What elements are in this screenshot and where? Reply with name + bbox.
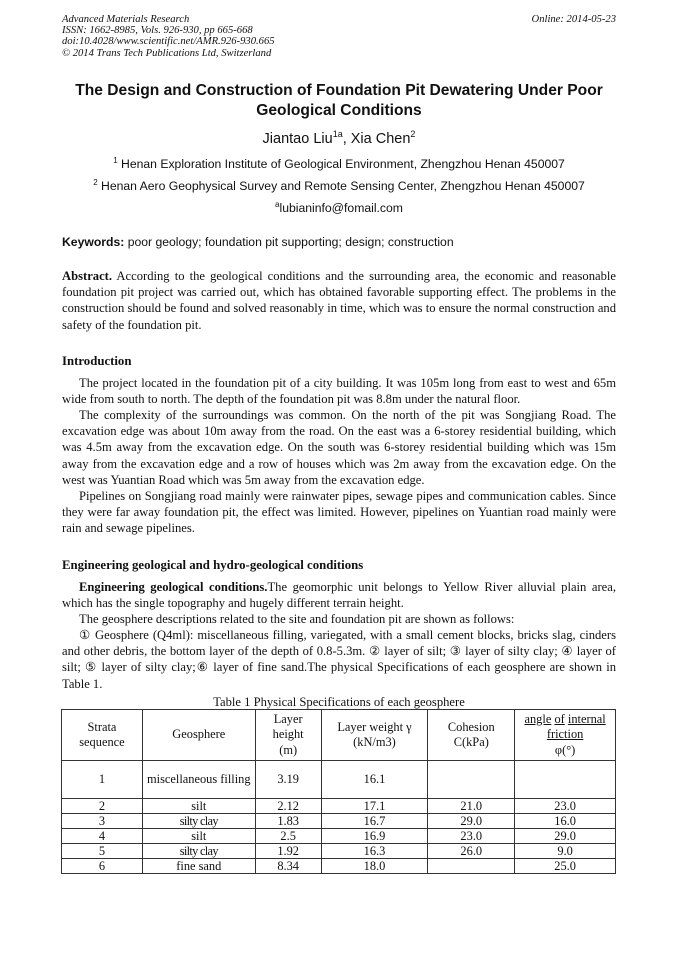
table-caption: Table 1 Physical Specifications of each geosphere	[213, 695, 465, 709]
cell-friction	[515, 761, 616, 799]
cell-weight: 18.0	[321, 859, 428, 874]
affiliation-text: Henan Exploration Institute of Geological Environment, Zhengzhou Henan 450007	[117, 157, 565, 171]
header-text: angle	[524, 711, 552, 726]
intro-paragraph-1: The project located in the foundation pit of a city building. It was 105m long from east to west and 65m wide from south to north. The depth of the foundation pit was 8.8m under the natural floor.	[62, 376, 616, 407]
cell-geosphere: fine sand	[142, 859, 255, 874]
table-row	[62, 799, 616, 814]
cell-cohesion	[428, 761, 515, 799]
abstract	[62, 268, 616, 333]
cell-sequence: 3	[62, 814, 143, 829]
cell-weight: 17.1	[321, 799, 428, 814]
header-text: φ(°)	[554, 742, 576, 757]
header-text: friction	[546, 727, 584, 742]
online-date: Online: 2014-05-23	[531, 14, 616, 25]
author-name: Jiantao Liu	[262, 131, 333, 147]
header-text: internal	[567, 711, 606, 726]
cell-geosphere: miscellaneous filling	[142, 761, 255, 799]
keywords	[62, 235, 616, 250]
subheading-engineering-conditions: Engineering geological conditions.	[79, 580, 268, 594]
author-sup: 1a	[332, 129, 343, 139]
cell-sequence: 6	[62, 859, 143, 874]
cell-weight: 16.9	[321, 829, 428, 844]
intro-paragraph-3: Pipelines on Songjiang road mainly were rainwater pipes, sewage pipes and communication cables. Since they were far away foundation pit, the effect was limited. However, pipelines on Yuantian road mainly were rain and sewage pipelines.	[62, 489, 616, 536]
header-text: Cohesion	[447, 719, 495, 734]
cell-sequence: 5	[62, 844, 143, 859]
abstract-text: According to the geological conditions and the surrounding area, the economic and reasonable foundation pit project was carried out, which has obtained favorable supporting effect. The problems in the construction should be found and solved reasonably in time, which was to ensure the normal construction and safety of the foundation pit.	[62, 269, 616, 332]
intro-paragraph-2: The complexity of the surroundings was common. On the north of the pit was Songjiang Road. The excavation edge was about 10m away from the road. On the east was a 6-storey residential building, which was 4.5m away from the excavation edge. On the south was 6-storey residential building which was 15m away from the excavation edge and a row of houses which was 2m away from the excavation edge. On the west was Yuantian Road which was 5m away from the excavation edge.	[62, 408, 616, 487]
header-text: (kN/m3)	[353, 735, 396, 749]
cell-weight: 16.3	[321, 844, 428, 859]
affiliation-text: Henan Aero Geophysical Survey and Remote Sensing Center, Zhengzhou Henan 450007	[97, 179, 585, 193]
cell-cohesion: 21.0	[428, 799, 515, 814]
author-name: Xia Chen	[350, 131, 411, 147]
engineering-paragraph-1-text: The geomorphic unit belongs to Yellow River alluvial plain area, which has the single topography and hugely different terrain height.	[62, 580, 616, 611]
journal-header	[62, 14, 616, 59]
cell-cohesion: 23.0	[428, 829, 515, 844]
header-text: of	[554, 711, 565, 726]
affiliation-sup: 1	[113, 156, 118, 165]
header-layer-height	[255, 710, 321, 761]
cell-sequence: 2	[62, 799, 143, 814]
keywords-label: Keywords:	[62, 235, 125, 249]
header-text: sequence	[79, 735, 125, 749]
affiliation-2	[62, 179, 616, 193]
issn-line: ISSN: 1662-8985, Vols. 926-930, pp 665-668	[62, 25, 253, 37]
table-row	[62, 814, 616, 829]
cell-height: 3.19	[255, 761, 321, 799]
header-layer-weight	[321, 710, 428, 761]
author-sup: 2	[410, 129, 416, 139]
cell-cohesion: 26.0	[428, 844, 515, 859]
table-row	[62, 761, 616, 799]
cell-geosphere: silt	[142, 829, 255, 844]
header-text: Layer weight γ	[337, 719, 412, 734]
cell-weight: 16.1	[321, 761, 428, 799]
table-row	[62, 829, 616, 844]
cell-height: 2.12	[255, 799, 321, 814]
header-text: C(kPa)	[453, 735, 489, 749]
authors	[62, 130, 616, 148]
header-text: height	[272, 727, 304, 742]
specifications-table	[61, 709, 616, 874]
cell-sequence: 4	[62, 829, 143, 844]
cell-geosphere: silty clay	[142, 814, 255, 829]
affiliation-1	[62, 157, 616, 171]
abstract-label: Abstract.	[62, 269, 113, 283]
header-text: (m)	[279, 742, 298, 757]
header-cohesion	[428, 710, 515, 761]
header-text: Strata	[87, 719, 117, 734]
affiliation-sup: a	[275, 200, 280, 209]
engineering-paragraph-2: The geosphere descriptions related to the site and foundation pit are shown as follows:	[79, 612, 515, 626]
cell-friction: 25.0	[515, 859, 616, 874]
cell-height: 2.5	[255, 829, 321, 844]
cell-geosphere: silt	[142, 799, 255, 814]
affiliation-sup: 2	[93, 178, 98, 187]
paper-title: The Design and Construction of Foundation Pit Dewatering Under Poor Geological Conditions	[75, 82, 603, 119]
engineering-paragraph-1	[62, 579, 616, 611]
header-strata-sequence	[62, 710, 143, 761]
doi-line: doi:10.4028/www.scientific.net/AMR.926-930.665	[62, 36, 275, 48]
section-heading-introduction: Introduction	[62, 354, 132, 368]
cell-friction: 16.0	[515, 814, 616, 829]
cell-friction: 29.0	[515, 829, 616, 844]
header-text: Layer	[273, 711, 303, 726]
email-link[interactable]: lubianinfo@fomail.com	[279, 201, 403, 215]
cell-height: 1.92	[255, 844, 321, 859]
table-row	[62, 859, 616, 874]
keywords-text: poor geology; foundation pit supporting; design; construction	[124, 235, 454, 249]
cell-geosphere: silty clay	[142, 844, 255, 859]
affiliation-email	[62, 201, 616, 215]
cell-cohesion	[428, 859, 515, 874]
engineering-paragraph-3: ① Geosphere (Q4ml): miscellaneous filling, variegated, with a small cement blocks, bricks slag, cinders and other debris, the bottom layer of the depth of 0.8-5.3m. ② layer of silt; ③ layer of silty clay; ④ layer of silt; ⑤ layer of silty clay;⑥ layer of fine sand.The physical Specifications of each geosphere are shown in Table 1.	[62, 628, 616, 691]
cell-cohesion: 29.0	[428, 814, 515, 829]
cell-sequence: 1	[62, 761, 143, 799]
table-row	[62, 844, 616, 859]
cell-friction: 9.0	[515, 844, 616, 859]
header-geosphere: Geosphere	[142, 710, 255, 761]
cell-friction: 23.0	[515, 799, 616, 814]
journal-name: Advanced Materials Research	[62, 14, 190, 25]
author-separator: ,	[342, 131, 351, 147]
table-header-row	[62, 710, 616, 761]
copyright-line: © 2014 Trans Tech Publications Ltd, Switzerland	[62, 47, 272, 59]
cell-weight: 16.7	[321, 814, 428, 829]
cell-height: 8.34	[255, 859, 321, 874]
header-friction-angle	[515, 710, 616, 761]
cell-height: 1.83	[255, 814, 321, 829]
section-heading-engineering: Engineering geological and hydro-geological conditions	[62, 558, 364, 572]
